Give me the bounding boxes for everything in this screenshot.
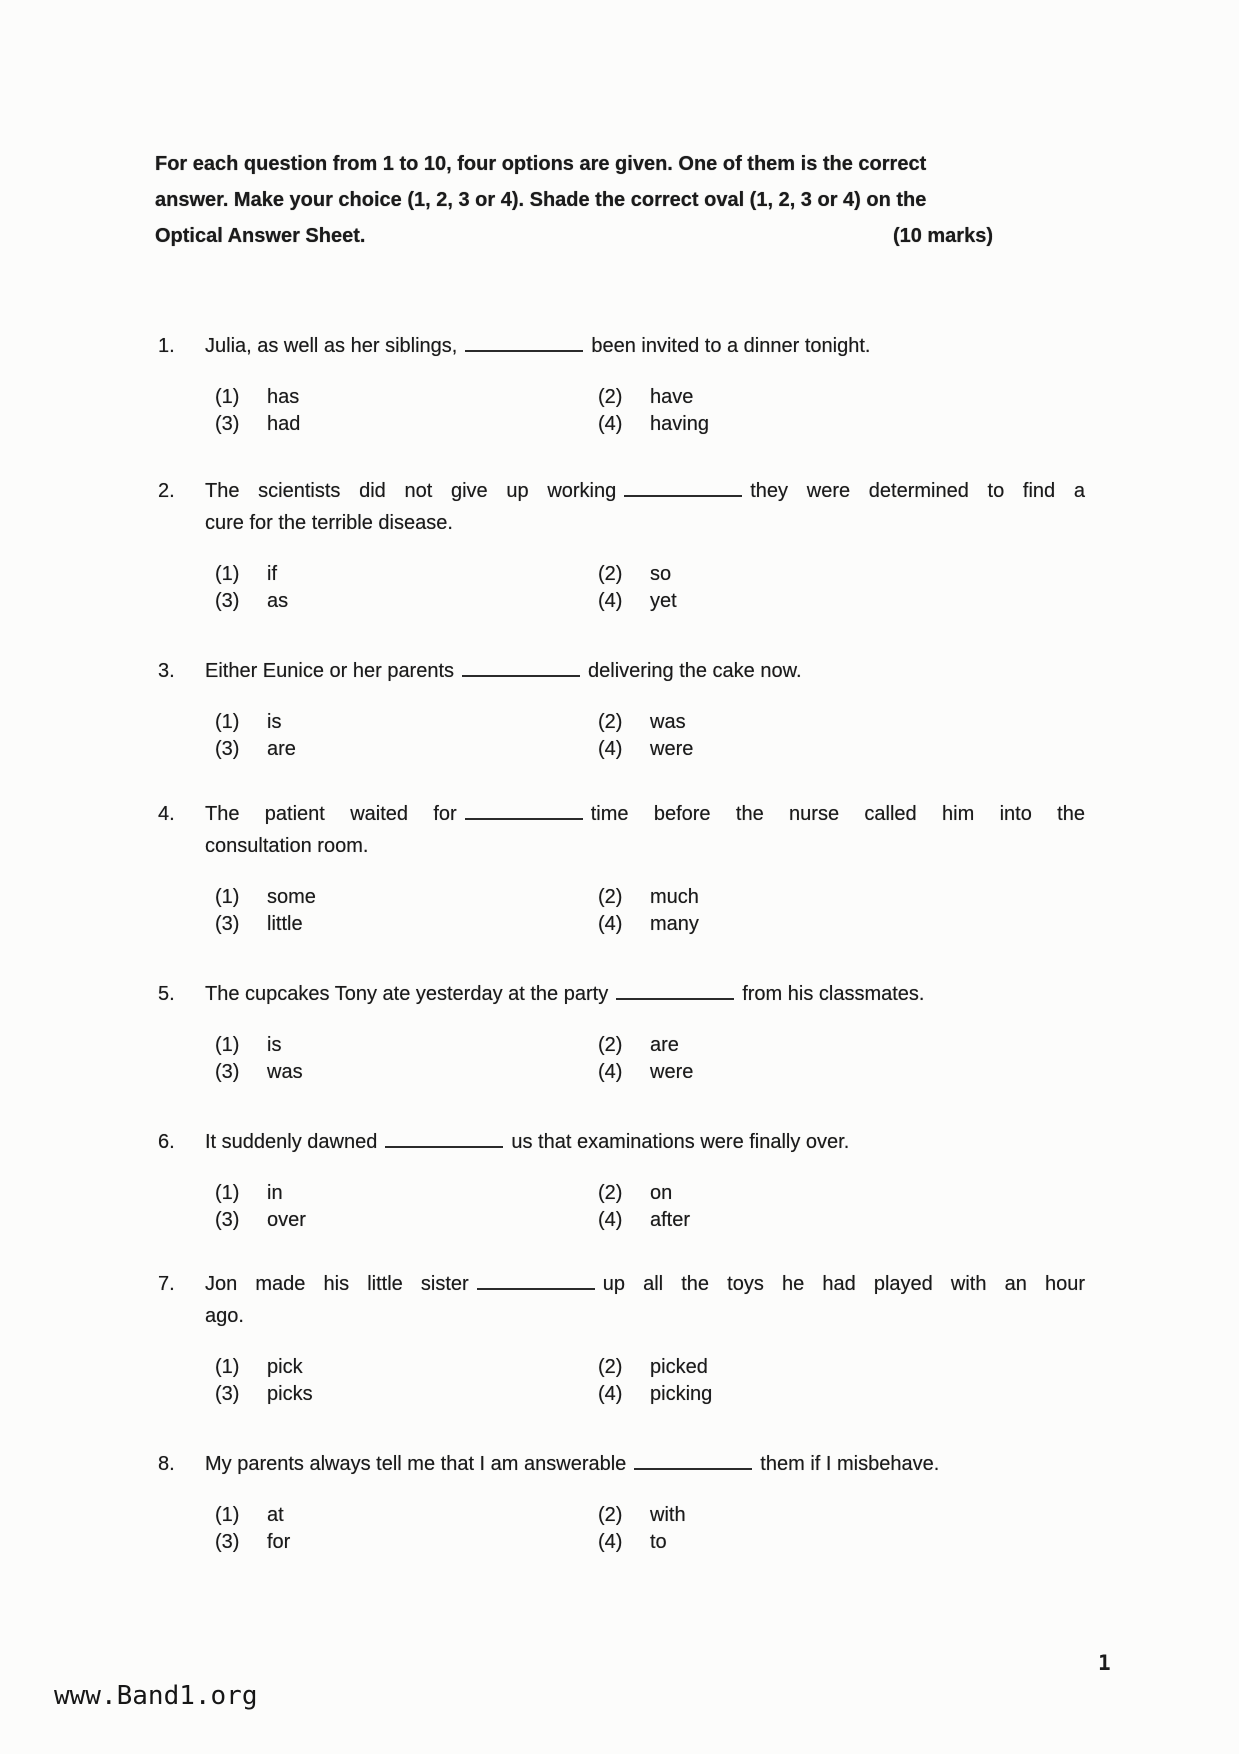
question-stem-line-1 xyxy=(205,798,1085,830)
option-text: picking xyxy=(650,1383,713,1405)
option-label: (1) xyxy=(215,711,240,733)
option-text: picks xyxy=(267,1383,313,1405)
option-label: (4) xyxy=(598,913,623,935)
option-label: (1) xyxy=(215,1034,240,1056)
question-stem-line-1 xyxy=(205,330,1085,362)
question xyxy=(158,1268,1093,1408)
question xyxy=(158,475,1093,615)
answer-blank xyxy=(624,482,742,497)
question-number: 6. xyxy=(158,1131,175,1153)
question-number: 4. xyxy=(158,803,175,825)
option-label: (3) xyxy=(215,738,240,760)
option-text: is xyxy=(267,1034,282,1056)
question xyxy=(158,798,1093,938)
option-text: are xyxy=(650,1034,679,1056)
option-text: had xyxy=(267,413,301,435)
answer-blank xyxy=(465,337,583,352)
options-grid xyxy=(215,884,1093,938)
question-stem xyxy=(205,1268,1085,1332)
option-label: (1) xyxy=(215,886,240,908)
option-text: has xyxy=(267,386,300,408)
option-label: (2) xyxy=(598,386,623,408)
option-text: picked xyxy=(650,1356,708,1378)
option-label: (2) xyxy=(598,1182,623,1204)
option-text: in xyxy=(267,1182,283,1204)
option-text: were xyxy=(650,1061,694,1083)
stem-text-after-blank: delivering the cake now. xyxy=(588,660,802,682)
question-number: 3. xyxy=(158,660,175,682)
stem-text-before-blank: The cupcakes Tony ate yesterday at the party xyxy=(205,983,609,1005)
option-text: having xyxy=(650,413,709,435)
stem-text-after-blank: they were determined to find a xyxy=(750,480,1085,502)
question-number: 1. xyxy=(158,335,175,357)
option-text: was xyxy=(650,711,686,733)
option-label: (1) xyxy=(215,1356,240,1378)
question-number: 8. xyxy=(158,1453,175,1475)
option-text: were xyxy=(650,738,694,760)
option-label: (1) xyxy=(215,386,240,408)
stem-text-after-blank: been invited to a dinner tonight. xyxy=(591,335,871,357)
option-text: at xyxy=(267,1504,284,1526)
instructions-line-2: answer. Make your choice (1, 2, 3 or 4). Shade the correct oval (1, 2, 3 or 4) on the xyxy=(155,189,927,211)
question-stem xyxy=(205,475,1085,539)
stem-text-before-blank: Julia, as well as her siblings, xyxy=(205,335,458,357)
option-label: (3) xyxy=(215,1061,240,1083)
options-grid xyxy=(215,1502,1093,1556)
answer-blank xyxy=(616,985,734,1000)
option-text: on xyxy=(650,1182,673,1204)
question-stem xyxy=(205,1448,1085,1480)
question-stem-line-1 xyxy=(205,978,1085,1010)
question-stem xyxy=(205,1126,1085,1158)
option-label: (1) xyxy=(215,1182,240,1204)
stem-text-before-blank: My parents always tell me that I am answerable xyxy=(205,1453,627,1475)
question-number: 7. xyxy=(158,1273,175,1295)
option-label: (2) xyxy=(598,1034,623,1056)
answer-blank xyxy=(465,805,583,820)
option-label: (4) xyxy=(598,590,623,612)
question-stem-line-1 xyxy=(205,1448,1085,1480)
answer-blank xyxy=(462,662,580,677)
stem-text-after-blank: us that examinations were finally over. xyxy=(511,1131,850,1153)
question xyxy=(158,330,1093,438)
options-grid xyxy=(215,1354,1093,1408)
option-label: (2) xyxy=(598,563,623,585)
option-text: many xyxy=(650,913,699,935)
option-label: (2) xyxy=(598,711,623,733)
option-label: (2) xyxy=(598,1504,623,1526)
question xyxy=(158,1448,1093,1556)
instructions-line-3-text: Optical Answer Sheet. xyxy=(155,225,366,247)
option-label: (3) xyxy=(215,1383,240,1405)
option-text: much xyxy=(650,886,699,908)
option-label: (3) xyxy=(215,1209,240,1231)
question-stem-line-1 xyxy=(205,1268,1085,1300)
question xyxy=(158,978,1093,1086)
option-label: (4) xyxy=(598,1209,623,1231)
options-grid xyxy=(215,561,1093,615)
option-label: (2) xyxy=(598,886,623,908)
page-number: 1 xyxy=(1098,1651,1111,1675)
option-text: over xyxy=(267,1209,306,1231)
stem-text-after-blank: up all the toys he had played with an hour xyxy=(602,1273,1086,1295)
question-stem-line-2: ago. xyxy=(205,1305,244,1327)
option-text: is xyxy=(267,711,282,733)
stem-text-before-blank: The patient waited for xyxy=(205,803,457,825)
footer-site-url: www.Band1.org xyxy=(54,1681,258,1711)
option-label: (1) xyxy=(215,563,240,585)
option-text: for xyxy=(267,1531,291,1553)
option-text: as xyxy=(267,590,289,612)
stem-text-before-blank: Either Eunice or her parents xyxy=(205,660,455,682)
question-number: 5. xyxy=(158,983,175,1005)
option-label: (3) xyxy=(215,913,240,935)
option-text: after xyxy=(650,1209,691,1231)
stem-text-after-blank: from his classmates. xyxy=(742,983,925,1005)
answer-blank xyxy=(385,1133,503,1148)
question xyxy=(158,655,1093,763)
question-stem-line-1 xyxy=(205,655,1085,687)
option-text: are xyxy=(267,738,296,760)
option-text: was xyxy=(267,1061,303,1083)
option-text: if xyxy=(267,563,277,585)
stem-text-after-blank: time before the nurse called him into the xyxy=(590,803,1085,825)
option-label: (3) xyxy=(215,1531,240,1553)
stem-text-before-blank: Jon made his little sister xyxy=(205,1273,469,1295)
question-stem-line-1 xyxy=(205,475,1085,507)
option-text: yet xyxy=(650,590,677,612)
options-grid xyxy=(215,709,1093,763)
option-label: (3) xyxy=(215,590,240,612)
option-label: (2) xyxy=(598,1356,623,1378)
option-text: some xyxy=(267,886,316,908)
question-stem-line-2: cure for the terrible disease. xyxy=(205,512,453,534)
question-stem xyxy=(205,978,1085,1010)
option-label: (1) xyxy=(215,1504,240,1526)
question-stem-line-1 xyxy=(205,1126,1085,1158)
option-text: to xyxy=(650,1531,667,1553)
option-label: (4) xyxy=(598,1531,623,1553)
stem-text-before-blank: It suddenly dawned xyxy=(205,1131,378,1153)
question-number: 2. xyxy=(158,480,175,502)
question-stem-line-2: consultation room. xyxy=(205,835,369,857)
marks-label: (10 marks) xyxy=(892,225,993,247)
option-label: (4) xyxy=(598,738,623,760)
option-label: (4) xyxy=(598,413,623,435)
instructions-line-1: For each question from 1 to 10, four options are given. One of them is the correct xyxy=(155,153,927,175)
answer-blank xyxy=(634,1455,752,1470)
option-label: (3) xyxy=(215,413,240,435)
stem-text-after-blank: them if I misbehave. xyxy=(760,1453,940,1475)
option-label: (4) xyxy=(598,1061,623,1083)
options-grid xyxy=(215,1180,1093,1234)
option-text: pick xyxy=(267,1356,303,1378)
question xyxy=(158,1126,1093,1234)
option-text: so xyxy=(650,563,672,585)
question-stem xyxy=(205,330,1085,362)
option-text: with xyxy=(650,1504,686,1526)
answer-blank xyxy=(477,1275,595,1290)
options-grid xyxy=(215,384,1093,438)
option-label: (4) xyxy=(598,1383,623,1405)
option-text: little xyxy=(267,913,303,935)
stem-text-before-blank: The scientists did not give up working xyxy=(205,480,617,502)
option-text: have xyxy=(650,386,694,408)
question-stem xyxy=(205,798,1085,862)
question-stem xyxy=(205,655,1085,687)
options-grid xyxy=(215,1032,1093,1086)
